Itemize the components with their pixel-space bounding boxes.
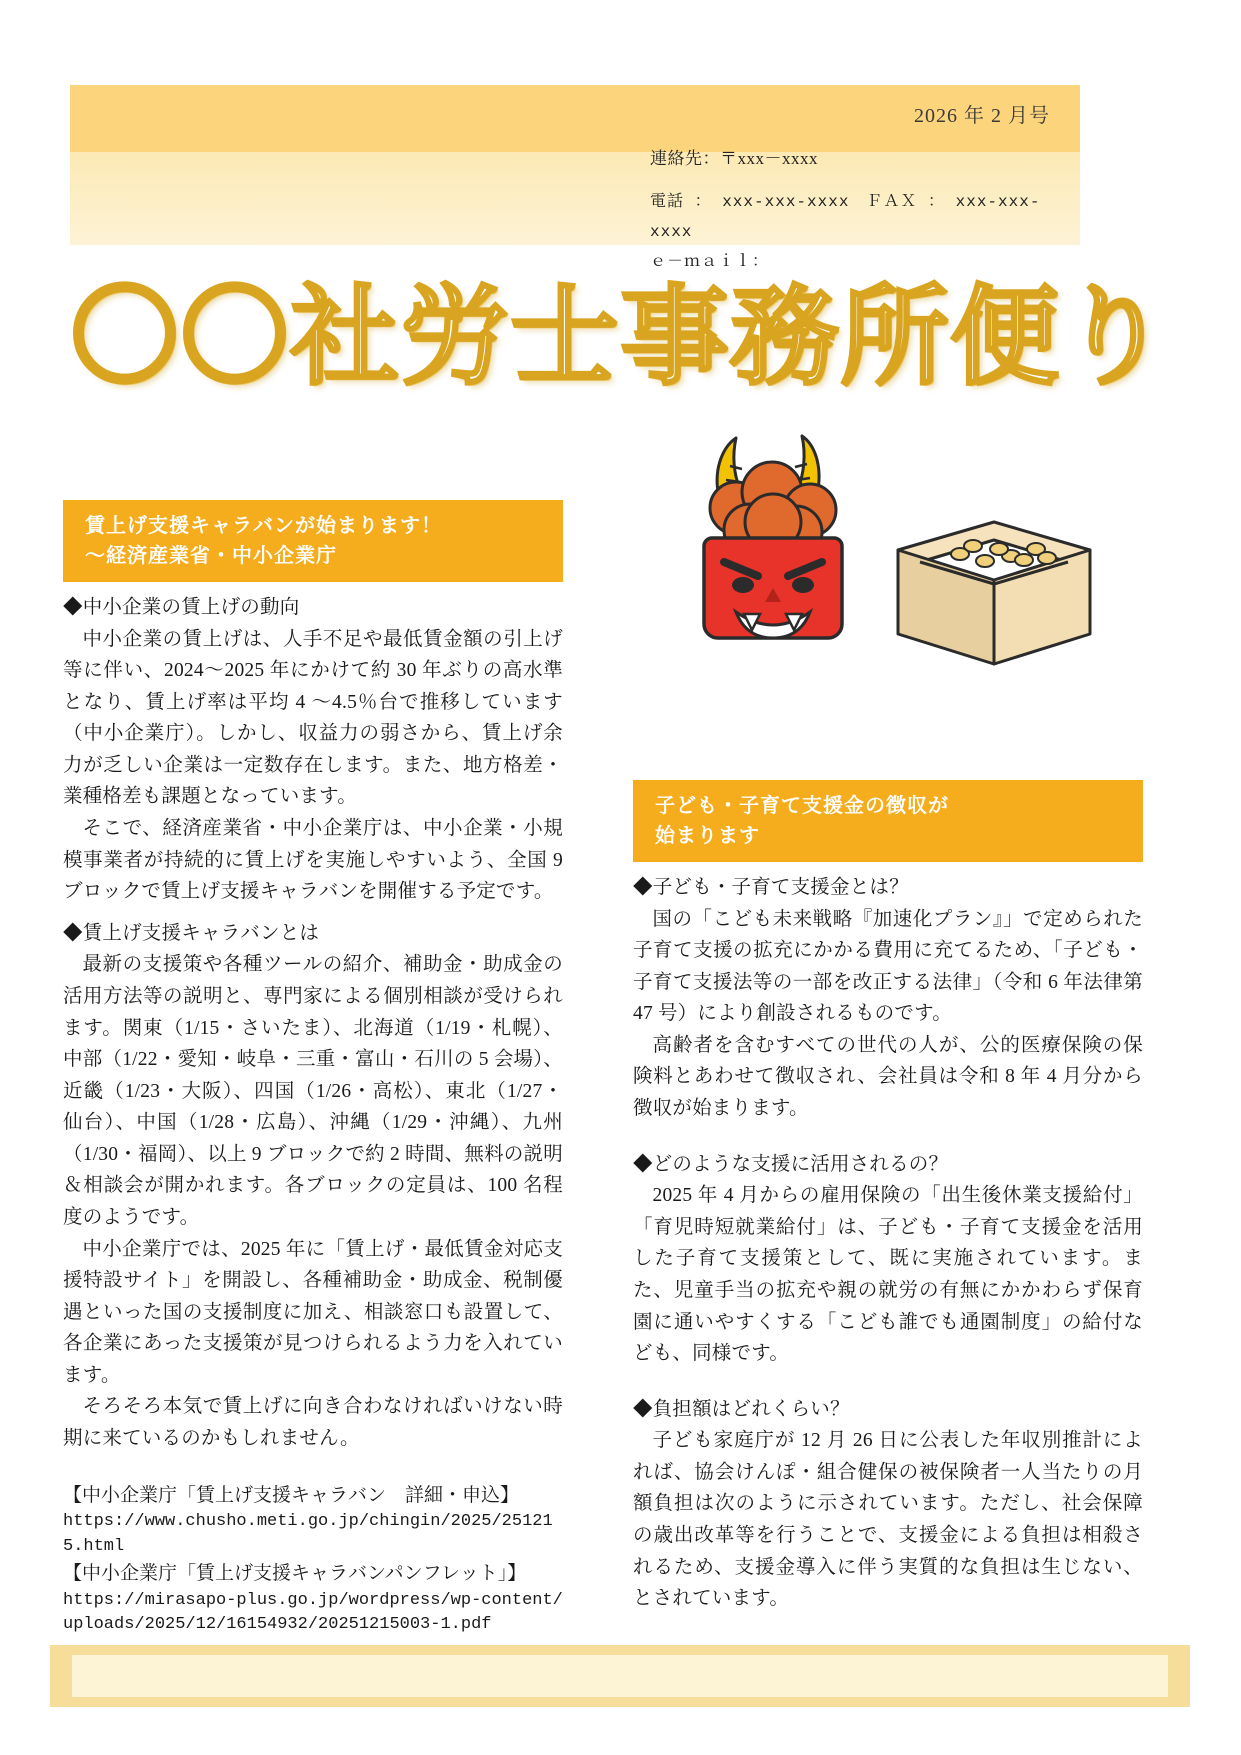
link-url-caravan-pamphlet[interactable]: https://mirasapo-plus.go.jp/wordpress/wp-content/uploads/2025/12/16154932/20251215003-1.pdf [63, 1590, 563, 1635]
setsubun-oni-and-bean-box-icon [640, 430, 1110, 700]
footer-inner-band [72, 1655, 1168, 1697]
paragraph-burden-1: 子ども家庭庁が 12 月 26 日に公表した年収別推計によれば、協会けんぽ・組合健保の被保険者一人当たりの月額負担は次のように示されています。ただし、社会保障の歳出改革等を行うことで、支援金による負担は相殺されるため、支援金導入に伴う実質的な負担は生じない、とされています。 [633, 1430, 1143, 1610]
issue-date: 2026 年 2 月号 [914, 105, 1050, 127]
contact-phone-line: 電話 ： xxx-xxx-xxxx ＦＡＸ ： xxx-xxx-xxxx [650, 193, 1041, 242]
header-band [70, 85, 1080, 271]
paragraph-wage-trend-1: 中小企業の賃上げは、人手不足や最低賃金額の引上げ等に伴い、2024〜2025 年にかけて約 30 年ぶりの高水準となり、賃上げ率は平均 4 〜4.5％台で推移しています（中小企業庁）。しかし、収益力の弱さから、賃上げ余力が乏しい企業は一定数存在します。また、地方格差・業種格差も課題となっています。 [63, 628, 563, 808]
link-label-caravan-detail: 【中小企業庁「賃上げ支援キャラバン 詳細・申込】 [63, 1484, 520, 1506]
page-title: 〇〇社労士事務所便り [70, 274, 1171, 400]
paragraph-caravan-2: 中小企業庁では、2025 年に「賃上げ・最低賃金対応支援特設サイト」を開設し、各種補助金・助成金、税制優遇といった国の支援制度に加え、相談窓口も設置して、各企業にあった支援策が見つけられるよう力を入れています。 [63, 1238, 563, 1386]
section-header-wage-caravan [63, 500, 563, 582]
link-label-caravan-pamphlet: 【中小企業庁「賃上げ支援キャラバンパンフレット」】 [63, 1563, 527, 1585]
paragraph-caravan-1: 最新の支援策や各種ツールの紹介、補助金・助成金の活用方法等の説明と、専門家による個別相談が受けられます。関東（1/15・さいたま）、北海道（1/19・札幌）、中部（1/22・愛知・岐阜・三重・富山・石川の 5 会場）、近畿（1/23・大阪）、四国（1/26・高松）、東北（1/27・仙台）、中国（1/28・広島）、沖縄（1/29・沖縄）、九州（1/30・福岡）、以上 9 ブロックで約 2 時間、無料の説明＆相談会が開かれます。各ブロックの定員は、100 名程度のようです。 [63, 954, 563, 1228]
right-column [633, 780, 1143, 1615]
subheading-burden-amount: ◆負担額はどれくらい？ [633, 1398, 850, 1420]
paragraph-how-used-1: 2025 年 4 月からの雇用保険の「出生後休業支援給付」「育児時短就業給付」は、子ども・子育て支援金を活用した子育て支援策として、既に実施されています。また、児童手当の拡充や親の就労の有無にかかわらず保育園に通いやすくする「こども誰でも通園制度」の給付なども、同様です。 [633, 1185, 1143, 1365]
section-header-line1: 賃上げ支援キャラバンが始まります！ [85, 513, 442, 537]
section-header-childcare-levy [633, 780, 1143, 862]
paragraph-wage-trend-2: そこで、経済産業省・中小企業庁は、中小企業・小規模事業者が持続的に賃上げを実施しやすいよう、全国 9 ブロックで賃上げ支援キャラバンを開催する予定です。 [63, 818, 563, 903]
subheading-what-is-levy: ◆子ども・子育て支援金とは？ [633, 877, 909, 898]
subheading-what-is-caravan: ◆賃上げ支援キャラバンとは [63, 922, 320, 944]
left-column [63, 500, 563, 1638]
paragraph-caravan-3: そろそろ本気で賃上げに向き合わなければいけない時期に来ているのかもしれません。 [63, 1396, 563, 1450]
reference-links [63, 1481, 563, 1638]
subheading-how-used: ◆どのような支援に活用されるの？ [633, 1153, 949, 1175]
paragraph-levy-1: 国の「こども未来戦略『加速化プラン』」で定められた子育て支援の拡充にかかる費用に充てるため、「子ども・子育て支援法等の一部を改正する法律」（令和 6 年法律第 47 号）により創設されるものです。 [633, 908, 1143, 1025]
contact-email-line: ｅ－ｍａｉｌ： [650, 252, 770, 271]
section-header-line2: 〜経済産業省・中小企業庁 [85, 543, 337, 567]
link-url-caravan-detail[interactable]: https://www.chusho.meti.go.jp/chingin/2025/251215.html [63, 1512, 553, 1556]
paragraph-levy-2: 高齢者を含むすべての世代の人が、公的医療保険の保険料とあわせて徴収され、会社員は令和 8 年 4 月分から徴収が始まります。 [633, 1034, 1143, 1120]
contact-address-line: 連絡先：〒xxx－xxxx [650, 149, 818, 168]
section-header-line2: 始まります [655, 823, 760, 847]
subheading-wage-trend: ◆中小企業の賃上げの動向 [63, 597, 300, 618]
footer-band [50, 1645, 1190, 1707]
section-header-line1: 子ども・子育て支援金の徴収が [655, 793, 949, 817]
